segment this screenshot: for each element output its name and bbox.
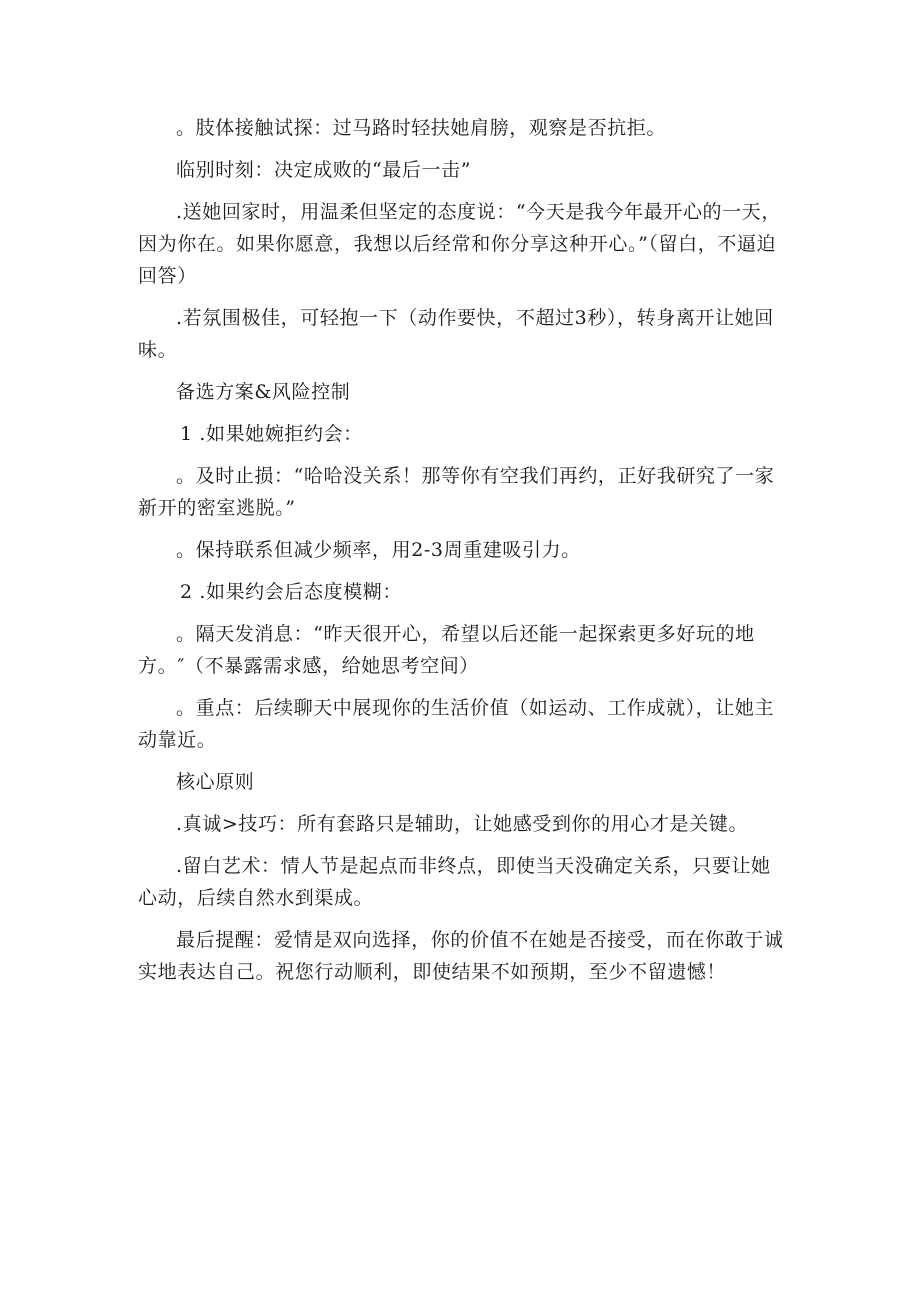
document-body: [138, 112, 788, 994]
paragraph-sincerity: .真诚>技巧：所有套路只是辅助，让她感受到你的用心才是关键。: [176, 813, 748, 835]
section-heading-farewell: 临别时刻：决定成败的“最后一击”: [176, 159, 472, 181]
list-item-declined: 1 .如果她婉拒约会：: [180, 423, 363, 445]
paragraph-next-day-message: 。隔天发消息：“昨天很开心，希望以后还能一起探索更多好玩的地方。″（不暴露需求感，给她思考空间）: [138, 623, 755, 677]
list-item-ambiguous: 2 .如果约会后态度模糊：: [180, 581, 402, 603]
paragraph-keep-contact: 。保持联系但减少频率，用2-3周重建吸引力。: [176, 539, 581, 561]
paragraph-stop-loss: 。及时止损：“哈哈没关系！那等你有空我们再约，正好我研究了一家新开的密室逃脱。”: [138, 465, 775, 519]
paragraph-body-contact: 。肢体接触试探：过马路时轻扶她肩膀，观察是否抗拒。: [176, 117, 667, 139]
paragraph-farewell-hug: .若氛围极佳，可轻抱一下（动作要快，不超过3秒），转身离开让她回味。: [138, 307, 774, 361]
section-heading-core-principles: 核心原则: [176, 771, 255, 793]
paragraph-farewell-speech: .送她回家时，用温柔但坚定的态度说：“今天是我今年最开心的一天，因为你在。如果你愿意，我想以后经常和你分享这种开心。”（留白，不逼迫回答）: [138, 201, 781, 287]
paragraph-leave-space: .留白艺术：情人节是起点而非终点，即使当天没确定关系，只要让她心动，后续自然水到渠成。: [138, 855, 771, 909]
paragraph-final-reminder: 最后提醒：爱情是双向选择，你的价值不在她是否接受，而在你敢于诚实地表达自己。祝您行动顺利，即使结果不如预期，至少不留遗憾！: [138, 929, 784, 983]
section-heading-backup-plan: 备选方案&风险控制: [176, 381, 351, 403]
paragraph-key-point: 。重点：后续聊天中展现你的生活价值（如运动、工作成就），让她主动靠近。: [138, 697, 775, 751]
